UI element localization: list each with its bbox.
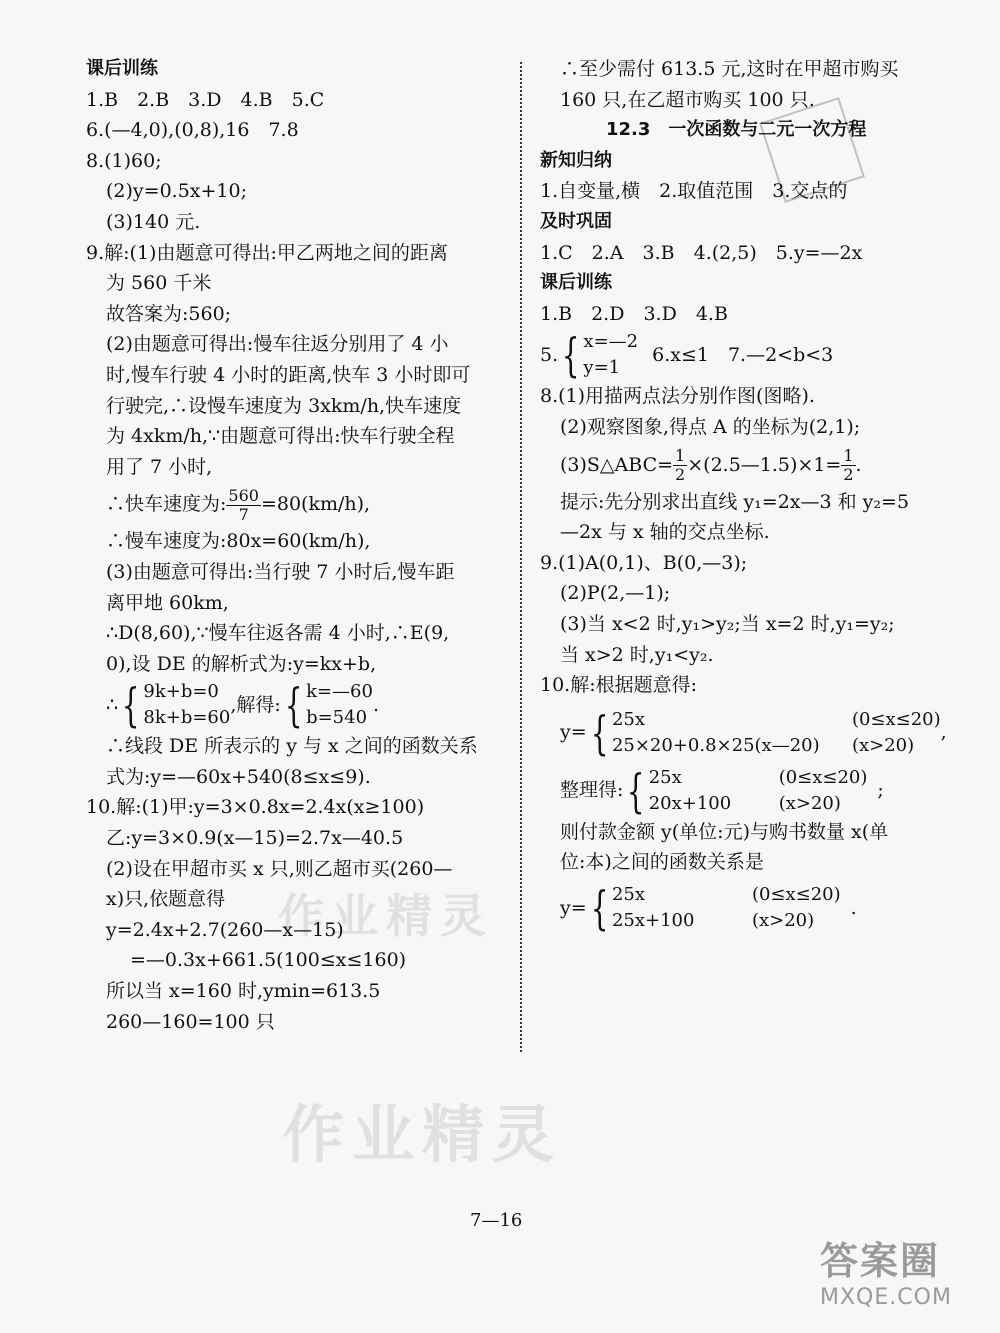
answer-line: 离甲地 60km, <box>106 591 229 614</box>
answer-line: 1.自变量,横 2.取值范围 3.交点的 <box>540 180 848 203</box>
answer-line: 160 只,在乙超市购买 100 只. <box>560 88 815 111</box>
brace: { <box>121 678 140 733</box>
denominator: 2 <box>675 465 686 485</box>
brace: { <box>590 880 609 935</box>
eq: k=—60 <box>306 681 373 703</box>
text: . <box>855 453 862 476</box>
text: . <box>850 896 857 919</box>
answer-line: 8.(1)60; <box>86 149 162 172</box>
expr: 25x <box>611 708 645 730</box>
eq: b=540 <box>306 707 368 729</box>
answer-line: (2)由题意可得出:慢车往返分别用了 4 小 <box>106 333 449 356</box>
answer-line: —2x 与 x 轴的交点坐标. <box>560 521 770 544</box>
expr: 25x <box>611 883 645 905</box>
answer-line: (2)P(2,—1); <box>560 582 671 605</box>
answer-line: 用了 7 小时, <box>106 455 213 478</box>
answer-line: x)只,依题意得 <box>106 888 226 911</box>
heading-homework: 课后训练 <box>540 272 612 294</box>
answer-line: (3)140 元. <box>106 210 201 233</box>
answer-line: ∴至少需付 613.5 元,这时在甲超市购买 <box>560 58 899 80</box>
system-lines <box>306 679 373 731</box>
brace: { <box>627 763 645 818</box>
answer-line: 1.C 2.A 3.B 4.(2,5) 5.y=—2x <box>540 241 863 264</box>
eq: 9k+b=0 <box>143 681 219 703</box>
answer-line: 为 4xkm/h,∵由题意可得出:快车行驶全程 <box>106 425 455 448</box>
logo-url: MXQE.COM <box>820 1285 952 1310</box>
heading-new-knowledge: 新知归纳 <box>540 149 612 171</box>
answer-line: 1.B 2.D 3.D 4.B <box>540 302 728 325</box>
piece <box>612 707 941 733</box>
answer-line: 10.解:(1)甲:y=3×0.8x=2.4x(x≥100) <box>86 796 425 819</box>
heading-homework: 课后训练 <box>86 58 158 79</box>
right-column <box>540 54 950 934</box>
piece <box>612 882 841 908</box>
text: ∴快车速度为: <box>106 493 227 516</box>
text: ,解得: <box>230 693 281 716</box>
cond: (0≤x≤20) <box>778 766 868 788</box>
answer-line: 为 560 千米 <box>106 272 212 295</box>
piecewise-function <box>540 882 950 934</box>
column-divider <box>520 62 522 1052</box>
fraction <box>226 487 261 524</box>
expr: 25x+100 <box>611 909 695 931</box>
fraction <box>841 447 855 484</box>
answer-line: 行驶完,∴设慢车速度为 3xkm/h,快车速度 <box>106 394 462 417</box>
equation-system <box>540 329 950 381</box>
expr: 25x <box>648 766 682 788</box>
answer-line: ∴D(8,60),∵慢车往返各需 4 小时,∴E(9, <box>106 622 450 645</box>
answer-line-fraction <box>540 443 950 487</box>
answer-line: (2)观察图象,得点 A 的坐标为(2,1); <box>560 415 861 438</box>
answer-line: 提示:先分别求出直线 y₁=2x—3 和 y₂=5 <box>560 490 910 513</box>
cond: (x>20) <box>778 792 841 814</box>
denominator: 7 <box>238 504 249 524</box>
answer-line: =—0.3x+661.5(100≤x≤160) <box>130 949 407 972</box>
answer-line: 8.(1)用描两点法分别作图(图略). <box>540 385 815 408</box>
answer-line: 10.解:根据题意得: <box>540 674 698 697</box>
brace: { <box>561 328 580 383</box>
answer-line: 故答案为:560; <box>106 302 232 325</box>
answer-line: 1.B 2.B 3.D 4.B 5.C <box>86 88 325 111</box>
prefix: 5. <box>540 344 559 367</box>
heading-consolidation: 及时巩固 <box>540 210 612 232</box>
piece <box>612 733 941 759</box>
answer-line: 乙:y=3×0.9(x—15)=2.7x—40.5 <box>106 827 404 850</box>
logo-text: 答案圈 <box>820 1239 941 1283</box>
answer-line: 9.(1)A(0,1)、B(0,—3); <box>540 551 748 574</box>
answer-line: 则付款金额 y(单位:元)与购书数量 x(单 <box>560 820 889 843</box>
prefix: y= <box>560 896 587 919</box>
cond: (x>20) <box>751 909 815 931</box>
piece <box>649 765 868 791</box>
answer-line: (3)由题意可得出:当行驶 7 小时后,慢车距 <box>106 560 455 583</box>
text: ×(2.5—1.5)×1= <box>687 453 842 476</box>
expr: 20x+100 <box>648 792 732 814</box>
numerator: 560 <box>228 485 259 505</box>
watermark-bottom: 作业精灵 <box>282 1098 563 1171</box>
page-number: 7—16 <box>470 1210 523 1231</box>
answer-line-fraction <box>86 482 506 526</box>
prefix: ∴ <box>106 693 119 716</box>
piecewise-lines <box>649 765 868 817</box>
site-logo <box>820 1230 995 1325</box>
brace: { <box>284 678 303 733</box>
piecewise-lines <box>612 882 841 934</box>
answer-line: 当 x>2 时,y₁<y₂. <box>560 643 714 666</box>
answer-line: 260—160=100 只 <box>106 1010 275 1033</box>
text: 6.x≤1 7.—2<b<3 <box>652 344 834 367</box>
answer-line: (3)当 x<2 时,y₁>y₂;当 x=2 时,y₁=y₂; <box>560 612 895 635</box>
cond: (0≤x≤20) <box>751 883 841 905</box>
section-title: 12.3 一次函数与二元一次方程 <box>606 119 867 141</box>
left-column <box>86 54 506 1037</box>
watermark-mid: 作业精灵 <box>278 889 494 943</box>
cond: (x>20) <box>851 734 915 756</box>
system-lines <box>583 329 638 381</box>
answer-line: 时,慢车行驶 4 小时的距离,快车 3 小时即可 <box>106 363 471 386</box>
text: . <box>372 693 380 716</box>
equation-system <box>86 679 506 731</box>
denominator: 2 <box>843 465 854 485</box>
piece <box>612 908 841 934</box>
text: =80(km/h), <box>260 493 371 516</box>
answer-line: y=2.4x+2.7(260—x—15) <box>106 918 344 941</box>
text: , <box>940 721 947 744</box>
prefix: 整理得: <box>560 779 624 802</box>
cond: (0≤x≤20) <box>851 708 941 730</box>
brace: { <box>590 705 609 760</box>
piecewise-function <box>540 707 950 759</box>
numerator: 1 <box>843 446 854 466</box>
answer-line: ∴线段 DE 所表示的 y 与 x 之间的函数关系 <box>106 735 478 758</box>
answer-line: 9.解:(1)由题意可得出:甲乙两地之间的距离 <box>86 241 448 264</box>
piecewise-lines <box>612 707 941 759</box>
expr: 25×20+0.8×25(x—20) <box>611 734 820 756</box>
numerator: 1 <box>675 446 686 466</box>
piecewise-function <box>540 765 950 817</box>
eq: 8k+b=60 <box>143 707 231 729</box>
text: (3)S△ABC= <box>560 453 674 476</box>
text: ; <box>877 779 884 802</box>
answer-line: (2)设在甲超市买 x 只,则乙超市买(260— <box>106 857 453 880</box>
prefix: y= <box>560 721 587 744</box>
piece <box>649 791 868 817</box>
fraction <box>673 447 687 484</box>
answer-line: 所以当 x=160 时,ymin=613.5 <box>106 980 381 1003</box>
system-lines <box>143 679 230 731</box>
eq: y=1 <box>583 357 621 379</box>
answer-line: ∴慢车速度为:80x=60(km/h), <box>106 530 371 553</box>
answer-line: 式为:y=—60x+540(8≤x≤9). <box>106 765 371 788</box>
answer-line: 6.(—4,0),(0,8),16 7.8 <box>86 119 299 142</box>
answer-line: 位:本)之间的函数关系是 <box>560 851 764 874</box>
answer-line: (2)y=0.5x+10; <box>106 180 247 203</box>
answer-line: 0),设 DE 的解析式为:y=kx+b, <box>106 652 377 675</box>
eq: x=—2 <box>583 331 639 353</box>
